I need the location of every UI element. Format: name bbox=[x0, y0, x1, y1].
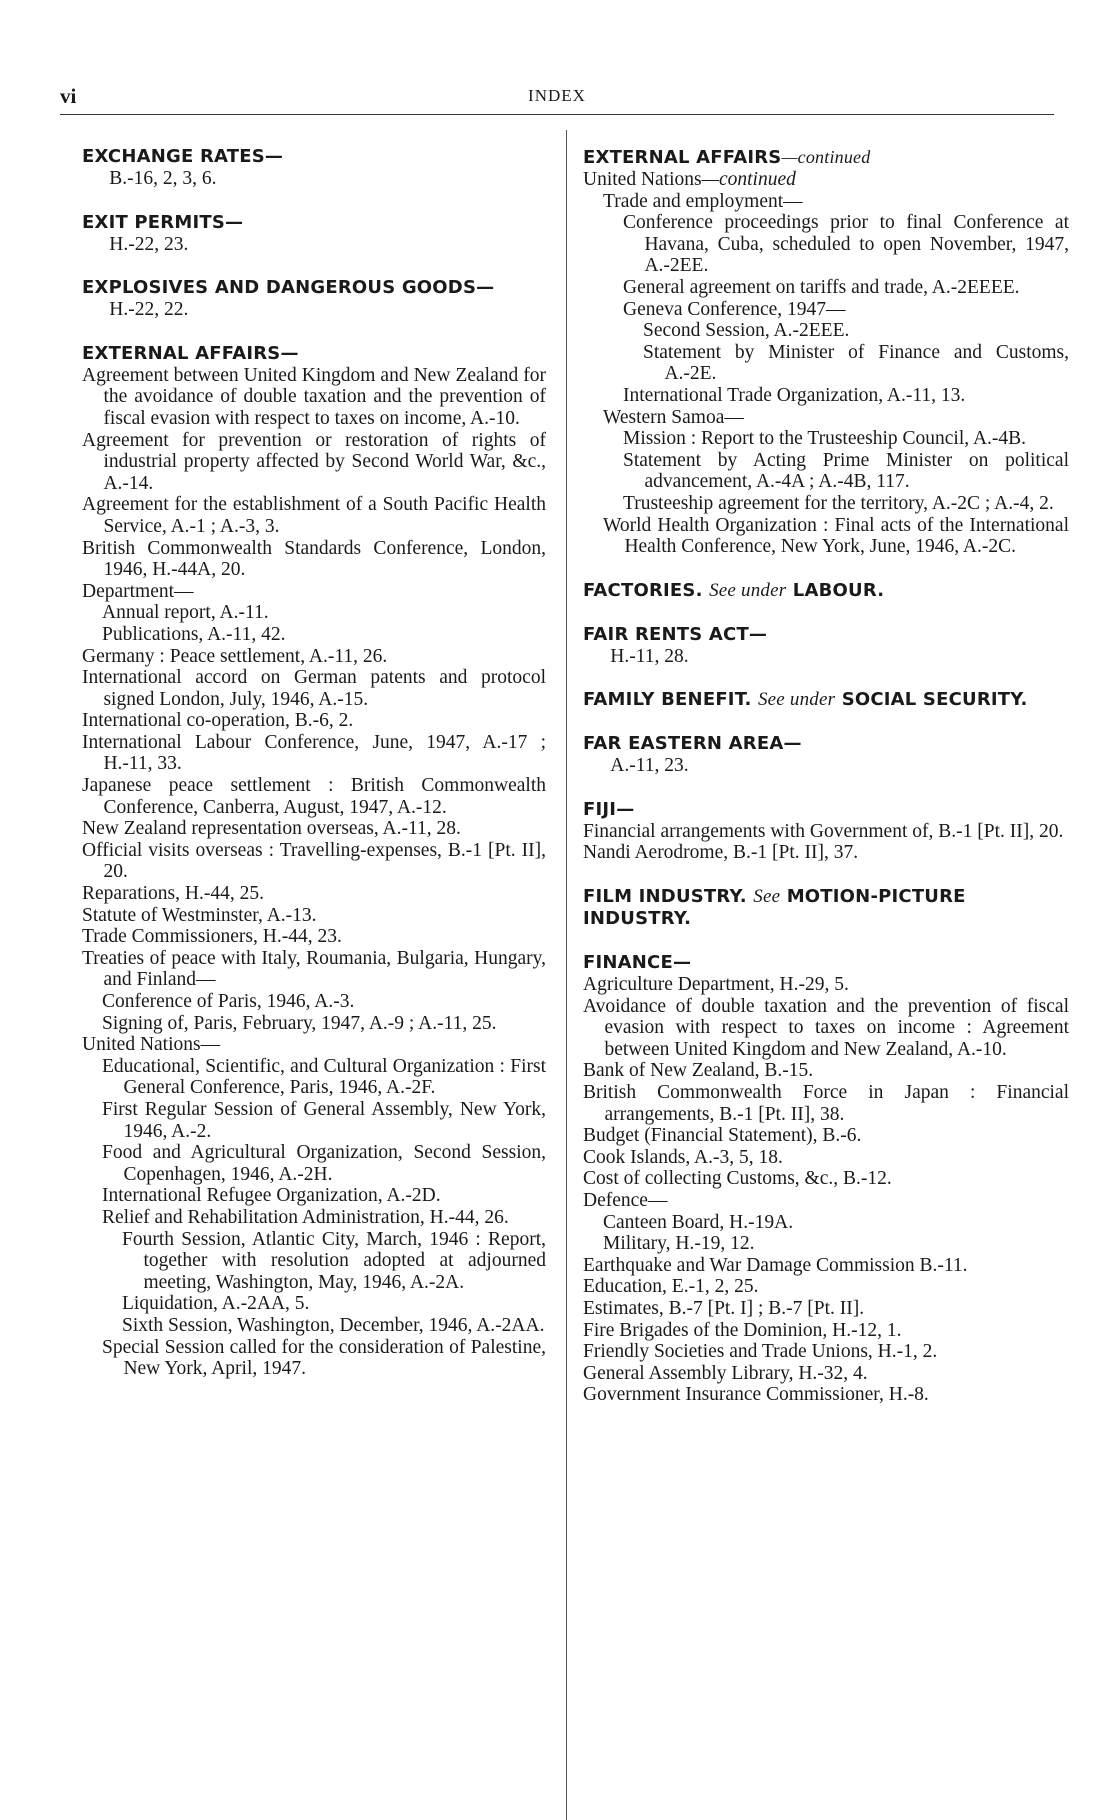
index-entry bbox=[583, 886, 1069, 930]
see-target: MOTION-PICTURE INDUSTRY. bbox=[583, 886, 966, 930]
sub-entry bbox=[82, 667, 546, 710]
sub-entry bbox=[82, 883, 546, 905]
sub-entry bbox=[102, 991, 546, 1013]
sub-entry-text: Geneva Conference, 1947— bbox=[623, 298, 846, 320]
index-entry bbox=[583, 624, 1069, 668]
see-reference: See bbox=[753, 886, 781, 908]
sub-entry-text: Signing of, Paris, February, 1947, A.-9 ; A.-11, 25. bbox=[102, 1012, 497, 1034]
sub-entry-text: Special Session called for the consideration of Palestine, New York, April, 1947. bbox=[102, 1336, 546, 1380]
sub-entry bbox=[82, 494, 546, 537]
index-entry bbox=[82, 277, 546, 321]
index-entry bbox=[583, 580, 1069, 602]
sub-entry bbox=[603, 515, 1069, 558]
sub-entry bbox=[82, 299, 546, 321]
heading-text: EXTERNAL AFFAIRS— bbox=[82, 342, 299, 364]
sub-entry-text: Education, E.-1, 2, 25. bbox=[583, 1276, 759, 1298]
sub-entry-text: Statute of Westminster, A.-13. bbox=[82, 904, 317, 926]
index-entry bbox=[583, 689, 1069, 711]
sub-entry-text: Western Samoa— bbox=[603, 406, 744, 428]
sub-entry bbox=[623, 385, 1069, 407]
sub-entry-text: Agreement between United Kingdom and New Zealand for the avoidance of double taxation and the prevention of fiscal evasion with respect to taxes on income, A.-10. bbox=[82, 364, 546, 429]
column-divider bbox=[566, 130, 567, 1820]
sub-entry bbox=[603, 1212, 1069, 1234]
sub-entry bbox=[583, 996, 1069, 1061]
sub-entry bbox=[82, 818, 546, 840]
sub-entry-text: Agreement for the establishment of a South Pacific Health Service, A.-1 ; A.-3, 3. bbox=[82, 494, 546, 537]
sub-entry bbox=[583, 1255, 1069, 1277]
sub-entry bbox=[82, 168, 546, 190]
sub-entry bbox=[623, 212, 1069, 277]
index-entry bbox=[583, 952, 1069, 1406]
sub-entry-text: International Trade Organization, A.-11, 13. bbox=[623, 384, 966, 406]
left-column bbox=[82, 146, 546, 1402]
sub-entry-text: H.-22, 22. bbox=[109, 299, 189, 321]
heading-text: EXCHANGE RATES— bbox=[82, 146, 284, 167]
sub-entry-text: Government Insurance Commissioner, H.-8. bbox=[583, 1384, 929, 1406]
sub-entry-text: Canteen Board, H.-19A. bbox=[603, 1211, 794, 1233]
sub-entry-text: Agriculture Department, H.-29, 5. bbox=[583, 974, 849, 996]
entry-heading bbox=[583, 799, 1069, 821]
heading-text: FAR EASTERN AREA— bbox=[583, 733, 802, 755]
sub-entry bbox=[102, 1142, 546, 1185]
sub-entry-text: Trusteeship agreement for the territory, A.-2C ; A.-4, 2. bbox=[623, 492, 1054, 514]
sub-entry-text: Annual report, A.-11. bbox=[102, 602, 269, 624]
page-number: vi bbox=[60, 84, 77, 108]
sub-entry-text: H.-11, 28. bbox=[610, 645, 689, 667]
header-rule bbox=[60, 114, 1054, 115]
sub-entry bbox=[623, 277, 1069, 299]
sub-entry bbox=[82, 1034, 546, 1056]
sub-entry-text: World Health Organization : Final acts of the International Health Conference, New York, June, 1946, A.-2C. bbox=[603, 514, 1069, 558]
sub-entry bbox=[102, 1013, 546, 1035]
sub-entry bbox=[82, 365, 546, 430]
sub-entry-text: H.-22, 23. bbox=[109, 233, 189, 255]
see-reference: See under bbox=[709, 579, 787, 601]
sub-entry-text: International co-operation, B.-6, 2. bbox=[82, 710, 354, 732]
sub-entry bbox=[102, 1337, 546, 1380]
sub-entry bbox=[583, 1147, 1069, 1169]
sub-entry bbox=[583, 1082, 1069, 1125]
sub-entry-text: Friendly Societies and Trade Unions, H.-1, 2. bbox=[583, 1341, 938, 1363]
sub-entry bbox=[102, 1207, 546, 1229]
running-title: INDEX bbox=[528, 86, 586, 105]
sub-entry-text: New Zealand representation overseas, A.-11, 28. bbox=[82, 818, 461, 840]
sub-entry-text: Second Session, A.-2EEE. bbox=[643, 320, 850, 342]
entry-heading bbox=[583, 624, 1069, 646]
index-entry bbox=[82, 146, 546, 190]
sub-entry-text: United Nations bbox=[583, 169, 702, 190]
sub-entry-text: United Nations— bbox=[82, 1034, 221, 1056]
sub-entry bbox=[623, 299, 1069, 321]
sub-entry bbox=[583, 842, 1069, 864]
see-target: SOCIAL SECURITY. bbox=[841, 689, 1028, 711]
sub-entry-text: Earthquake and War Damage Commission B.-11. bbox=[583, 1254, 968, 1276]
sub-entry-text: Statement by Minister of Finance and Customs, A.-2E. bbox=[643, 341, 1069, 385]
sub-entry bbox=[102, 1099, 546, 1142]
sub-entry-text: Japanese peace settlement : British Commonwealth Conference, Canberra, August, 1947, A.-12. bbox=[82, 775, 546, 818]
sub-entry-text: Agreement for prevention or restoration of rights of industrial property affected by Second World War, &c., A.-14. bbox=[82, 429, 546, 494]
sub-entry bbox=[643, 320, 1069, 342]
sub-entry-text: Food and Agricultural Organization, Second Session, Copenhagen, 1946, A.-2H. bbox=[102, 1142, 546, 1185]
sub-entry-text: Mission : Report to the Trusteeship Council, A.-4B. bbox=[623, 428, 1027, 450]
sub-entry-text: British Commonwealth Force in Japan : Financial arrangements, B.-1 [Pt. II], 38. bbox=[583, 1082, 1069, 1125]
sub-entry bbox=[583, 1125, 1069, 1147]
sub-entry-text: Germany : Peace settlement, A.-11, 26. bbox=[82, 645, 388, 667]
entry-heading bbox=[583, 886, 1069, 930]
index-entry bbox=[583, 799, 1069, 864]
sub-entry-text: Liquidation, A.-2AA, 5. bbox=[122, 1293, 310, 1315]
sub-entry bbox=[82, 234, 546, 256]
sub-entry-text: Official visits overseas : Travelling-expenses, B.-1 [Pt. II], 20. bbox=[82, 839, 546, 883]
heading-text: EXTERNAL AFFAIRS bbox=[583, 147, 782, 168]
sub-entry-text: International accord on German patents and protocol signed London, July, 1946, A.-15. bbox=[82, 667, 546, 710]
sub-entry bbox=[623, 450, 1069, 493]
sub-entry-text: Fourth Session, Atlantic City, March, 1946 : Report, together with resolution adopted at adjourned meeting, Washington, May, 1946, A.-2A. bbox=[122, 1228, 546, 1293]
entry-heading bbox=[82, 277, 546, 299]
sub-entry bbox=[583, 1060, 1069, 1082]
see-target: LABOUR. bbox=[792, 579, 885, 601]
heading-text: FACTORIES. bbox=[583, 579, 703, 601]
heading-text: FILM INDUSTRY. bbox=[583, 886, 747, 908]
sub-entry-text: Trade Commissioners, H.-44, 23. bbox=[82, 926, 342, 948]
sub-entry bbox=[583, 1384, 1069, 1406]
sub-entry-text: First Regular Session of General Assembly, New York, 1946, A.-2. bbox=[102, 1098, 546, 1142]
sub-entry bbox=[583, 1190, 1069, 1212]
sub-entry-text: Relief and Rehabilitation Administration, H.-44, 26. bbox=[102, 1206, 509, 1228]
sub-entry-text: Cook Islands, A.-3, 5, 18. bbox=[583, 1146, 783, 1168]
sub-entry bbox=[583, 1298, 1069, 1320]
sub-entry-text: Trade and employment— bbox=[603, 190, 803, 212]
sub-entry bbox=[583, 1320, 1069, 1342]
sub-entry bbox=[82, 732, 546, 775]
sub-entry-text: Statement by Acting Prime Minister on political advancement, A.-4A ; A.-4B, 117. bbox=[623, 449, 1069, 493]
sub-entry bbox=[583, 1276, 1069, 1298]
sub-entry bbox=[623, 428, 1069, 450]
sub-entry bbox=[82, 775, 546, 818]
continued-note: —continued bbox=[701, 169, 796, 190]
sub-entry-text: Estimates, B.-7 [Pt. I] ; B.-7 [Pt. II]. bbox=[583, 1297, 865, 1319]
sub-entry bbox=[583, 1341, 1069, 1363]
sub-entry bbox=[82, 538, 546, 581]
sub-entry-text: General agreement on tariffs and trade, A.-2EEEE. bbox=[623, 276, 1020, 298]
entry-heading bbox=[583, 146, 1069, 169]
heading-text: FINANCE— bbox=[583, 952, 692, 974]
sub-entry-text: International Labour Conference, June, 1947, A.-17 ; H.-11, 33. bbox=[82, 731, 546, 775]
sub-entry-text: Financial arrangements with Government of, B.-1 [Pt. II], 20. bbox=[583, 820, 1064, 842]
heading-text: EXIT PERMITS— bbox=[82, 211, 244, 233]
continued-note: —continued bbox=[781, 147, 871, 167]
sub-entry-text: Department— bbox=[82, 580, 194, 602]
sub-entry bbox=[102, 602, 546, 624]
sub-entry-text: Fire Brigades of the Dominion, H.-12, 1. bbox=[583, 1319, 902, 1341]
sub-entry-text: Nandi Aerodrome, B.-1 [Pt. II], 37. bbox=[583, 842, 859, 864]
sub-entry bbox=[583, 169, 1069, 191]
sub-entry-text: Publications, A.-11, 42. bbox=[102, 623, 286, 645]
sub-entry-text: A.-11, 23. bbox=[610, 755, 689, 777]
sub-entry bbox=[102, 1056, 546, 1099]
sub-entry-text: Military, H.-19, 12. bbox=[603, 1233, 755, 1255]
entry-heading bbox=[82, 343, 546, 365]
entry-heading bbox=[583, 952, 1069, 974]
sub-entry bbox=[82, 710, 546, 732]
sub-entry bbox=[623, 493, 1069, 515]
sub-entry bbox=[643, 342, 1069, 385]
sub-entry bbox=[82, 430, 546, 495]
sub-entry-text: International Refugee Organization, A.-2D. bbox=[102, 1185, 441, 1207]
right-column bbox=[583, 146, 1069, 1428]
sub-entry-text: Conference proceedings prior to final Conference at Havana, Cuba, scheduled to open November, 1947, A.-2EE. bbox=[623, 212, 1069, 277]
sub-entry-text: Conference of Paris, 1946, A.-3. bbox=[102, 991, 355, 1012]
page-header bbox=[60, 84, 1054, 112]
sub-entry bbox=[82, 646, 546, 668]
sub-entry bbox=[82, 581, 546, 603]
sub-entry-text: General Assembly Library, H.-32, 4. bbox=[583, 1362, 868, 1384]
sub-entry-text: Defence— bbox=[583, 1190, 668, 1211]
sub-entry-text: Treaties of peace with Italy, Roumania, Bulgaria, Hungary, and Finland— bbox=[82, 947, 546, 991]
sub-entry-text: Avoidance of double taxation and the prevention of fiscal evasion with respect to taxes on income : Agreement between United Kingdom and New Zealand, A.-10. bbox=[583, 995, 1069, 1060]
sub-entry-text: Sixth Session, Washington, December, 1946, A.-2AA. bbox=[122, 1314, 545, 1336]
index-entry bbox=[583, 146, 1069, 558]
sub-entry bbox=[102, 1185, 546, 1207]
sub-entry bbox=[82, 926, 546, 948]
sub-entry-text: Cost of collecting Customs, &c., B.-12. bbox=[583, 1168, 892, 1190]
index-entry bbox=[82, 212, 546, 256]
sub-entry bbox=[583, 821, 1069, 843]
heading-text: FAMILY BENEFIT. bbox=[583, 689, 752, 711]
entry-heading bbox=[583, 580, 1069, 602]
entry-heading bbox=[82, 212, 546, 234]
sub-entry bbox=[82, 948, 546, 991]
sub-entry bbox=[583, 974, 1069, 996]
sub-entry bbox=[583, 1168, 1069, 1190]
heading-text: EXPLOSIVES AND DANGEROUS GOODS— bbox=[82, 277, 495, 299]
see-reference: See under bbox=[757, 689, 836, 711]
sub-entry bbox=[583, 755, 1069, 777]
index-entry bbox=[82, 343, 546, 1380]
sub-entry-text: Budget (Financial Statement), B.-6. bbox=[583, 1125, 862, 1147]
index-entry bbox=[583, 733, 1069, 777]
sub-entry bbox=[122, 1315, 546, 1337]
heading-text: FIJI— bbox=[583, 798, 635, 820]
sub-entry bbox=[102, 624, 546, 646]
sub-entry bbox=[603, 407, 1069, 429]
sub-entry bbox=[122, 1229, 546, 1294]
sub-entry bbox=[583, 646, 1069, 668]
sub-entry-text: Bank of New Zealand, B.-15. bbox=[583, 1060, 814, 1082]
heading-text: FAIR RENTS ACT— bbox=[583, 623, 768, 645]
sub-entry bbox=[122, 1293, 546, 1315]
sub-entry bbox=[82, 905, 546, 927]
sub-entry bbox=[82, 840, 546, 883]
entry-heading bbox=[583, 689, 1069, 711]
entry-heading bbox=[82, 146, 546, 168]
sub-entry-text: B.-16, 2, 3, 6. bbox=[109, 168, 217, 189]
sub-entry bbox=[583, 1363, 1069, 1385]
sub-entry-text: British Commonwealth Standards Conference, London, 1946, H.-44A, 20. bbox=[82, 537, 546, 581]
entry-heading bbox=[583, 733, 1069, 755]
sub-entry bbox=[603, 1233, 1069, 1255]
sub-entry bbox=[603, 191, 1069, 213]
sub-entry-text: Reparations, H.-44, 25. bbox=[82, 883, 264, 905]
sub-entry-text: Educational, Scientific, and Cultural Organization : First General Conference, Paris, 1946, A.-2F. bbox=[102, 1055, 546, 1099]
